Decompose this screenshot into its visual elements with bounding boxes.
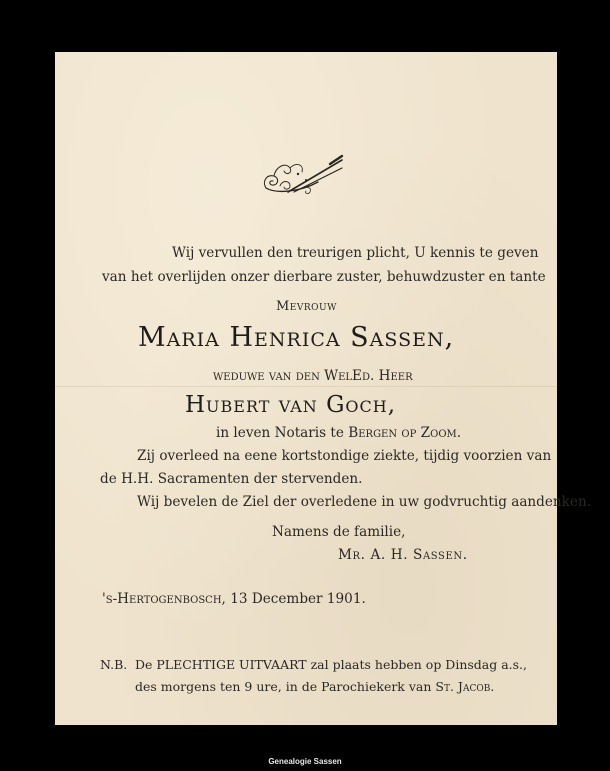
title-honorific: Mevrouw	[276, 299, 337, 314]
nb-line-2	[135, 679, 494, 694]
occupation-text: in leven Notaris te	[216, 425, 344, 441]
remembrance-line: Wij bevelen de Ziel der overledene in uw godvruchtig aandenken.	[137, 494, 592, 510]
church-name: St. Jacob.	[435, 679, 495, 694]
death-line-1: Zij overleed na eene kortstondige ziekte, tijdig voorzien van	[137, 448, 552, 464]
husband-name: Hubert van Goch,	[185, 392, 397, 418]
footer-credit: Genealogie Sassen	[268, 757, 342, 766]
widow-line: weduwe van den WelEd. Heer	[213, 368, 413, 384]
nb-line-2-text: des morgens ten 9 ure, in de Parochiekerk van	[135, 679, 432, 694]
place-date-line	[102, 591, 366, 607]
death-line-2: de H.H. Sacramenten der stervenden.	[100, 471, 363, 487]
mourning-card	[55, 52, 592, 725]
deceased-name: Maria Henrica Sassen,	[138, 322, 455, 353]
quill-pen-flourish-icon	[260, 152, 344, 200]
intro-line-1: Wij vervullen den treurigen plicht, U kennis te geven	[172, 245, 539, 261]
paper-fold-line	[55, 386, 557, 387]
nb-line-1: De PLECHTIGE UITVAART zal plaats hebben op Dinsdag a.s.,	[135, 657, 527, 672]
closing-line: Namens de familie,	[272, 524, 406, 540]
place: 's-Hertogenbosch,	[102, 591, 226, 607]
husband-occupation-line	[216, 425, 461, 441]
date: 13 December 1901.	[230, 591, 366, 607]
husband-location: Bergen op Zoom.	[348, 425, 462, 441]
intro-line-2: van het overlijden onzer dierbare zuster, behuwdzuster en tante	[102, 269, 546, 285]
nb-label: N.B.	[100, 657, 128, 672]
signatory: Mr. A. H. Sassen.	[338, 547, 468, 563]
